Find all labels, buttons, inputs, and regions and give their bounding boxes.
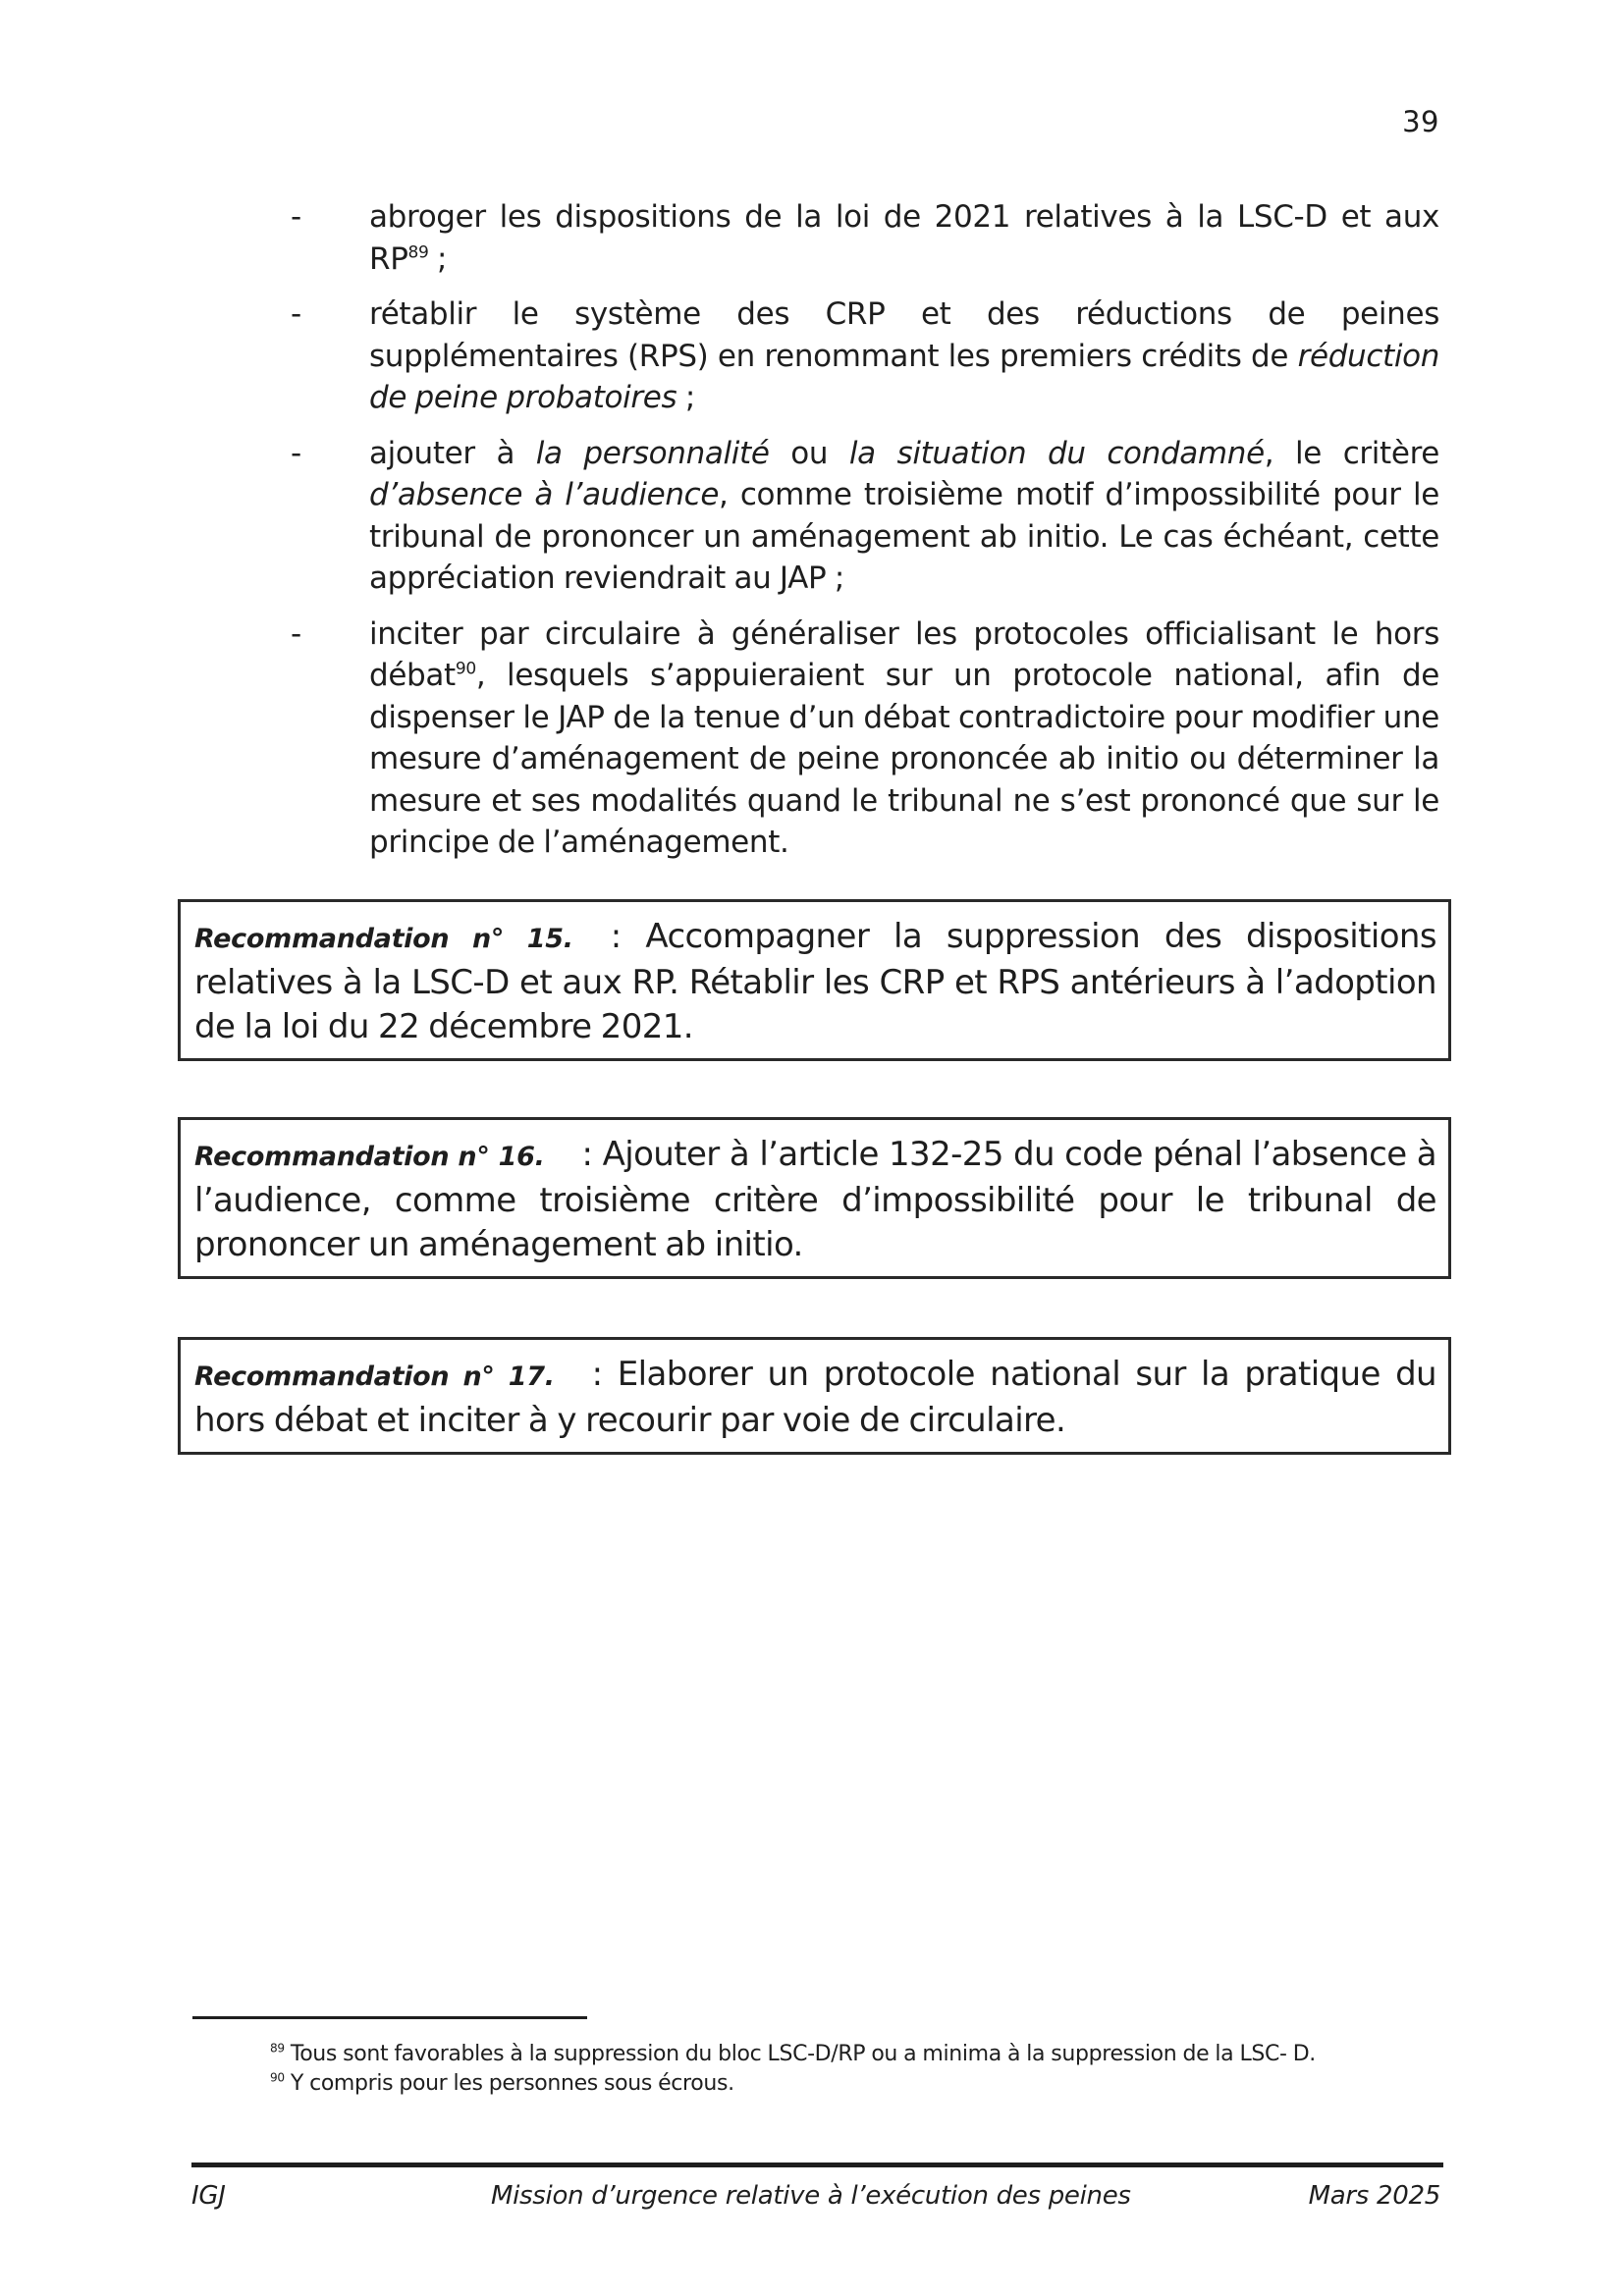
footnotes [270, 2040, 1448, 2099]
footnote-90 [270, 2069, 1448, 2099]
recommendation-text: : Ajouter à l’article 132-25 du code pénal l’absence à l’audience, comme troisième critère d’impossibilité pour le tribunal de prononcer un aménagement ab initio. [194, 1135, 1436, 1264]
recommendation-bullet-list [285, 196, 1439, 878]
bullet-text: ajouter à la personnalité ou la situation du condamné, le critère d’absence à l’audience, comme troisième motif d’impossibilité pour le tribunal de prononcer un aménagement ab initio. Le cas échéant, cette appréciation reviendrait au JAP ; [369, 435, 1440, 596]
footnote-separator [192, 2016, 587, 2019]
footnote-number: 89 [270, 2041, 285, 2056]
footnote-number: 90 [270, 2070, 285, 2085]
bullet-text: inciter par circulaire à généraliser les protocoles officialisant le hors débat$^{90}$, lesquels s’appuieraient sur un protocole national, afin de dispenser le JAP de la tenue d’un débat contradictoire pour modifier une mesure d’aménagement de peine prononcée ab initio ou déterminer la mesure et ses modalités quand le tribunal ne s’est prononcé que sur le principe de l’aménagement. [369, 615, 1439, 860]
footnote-89 [270, 2040, 1448, 2069]
bullet-dash: - [291, 199, 301, 235]
footnote-text: Y compris pour les personnes sous écrous. [284, 2071, 734, 2096]
bullet-dash: - [291, 296, 301, 332]
footer-date: Mars 2025 [1308, 2181, 1440, 2211]
bullet-item-abroger [285, 196, 1439, 280]
recommendation-label: Recommandation n° 15. [194, 924, 573, 954]
bullet-dash: - [291, 615, 301, 652]
footer-document-title: Mission d’urgence relative à l’exécution des peines [491, 2181, 1131, 2211]
recommendation-box-16 [178, 1117, 1451, 1279]
bullet-item-retablir [285, 294, 1439, 419]
bullet-dash: - [291, 435, 301, 471]
recommendation-text: : Accompagner la suppression des dispositions relatives à la LSC-D et aux RP. Rétablir les CRP et RPS antérieurs à l’adoption de la loi du 22 décembre 2021. [194, 917, 1436, 1046]
bullet-text: rétablir le système des CRP et des réductions de peines supplémentaires (RPS) en renommant les premiers crédits de réduction de peine probatoires ; [369, 296, 1439, 415]
bullet-text: abroger les dispositions de la loi de 2021 relatives à la LSC-D et aux RP$^{89}$ ; [369, 199, 1439, 277]
recommendation-label: Recommandation n° 16. [194, 1142, 545, 1172]
recommendation-text: : Elaborer un protocole national sur la pratique du hors débat et inciter à y recourir par voie de circulaire. [194, 1355, 1436, 1440]
recommendation-box-15 [178, 899, 1451, 1061]
recommendation-box-17 [178, 1337, 1451, 1455]
recommendation-label: Recommandation n° 17. [194, 1362, 555, 1392]
footnote-text: Tous sont favorables à la suppression du bloc LSC-D/RP ou a minima à la suppression de la LSC- D. [284, 2042, 1316, 2066]
footer-organization: IGJ [191, 2181, 226, 2211]
footnote-reference: 89 [407, 242, 429, 263]
footer-separator [191, 2163, 1443, 2167]
bullet-item-inciter [285, 614, 1439, 864]
bullet-item-ajouter [285, 433, 1439, 600]
page-number: 39 [1402, 105, 1439, 138]
footnote-reference: 90 [455, 659, 476, 679]
page-footer [191, 2178, 1440, 2214]
